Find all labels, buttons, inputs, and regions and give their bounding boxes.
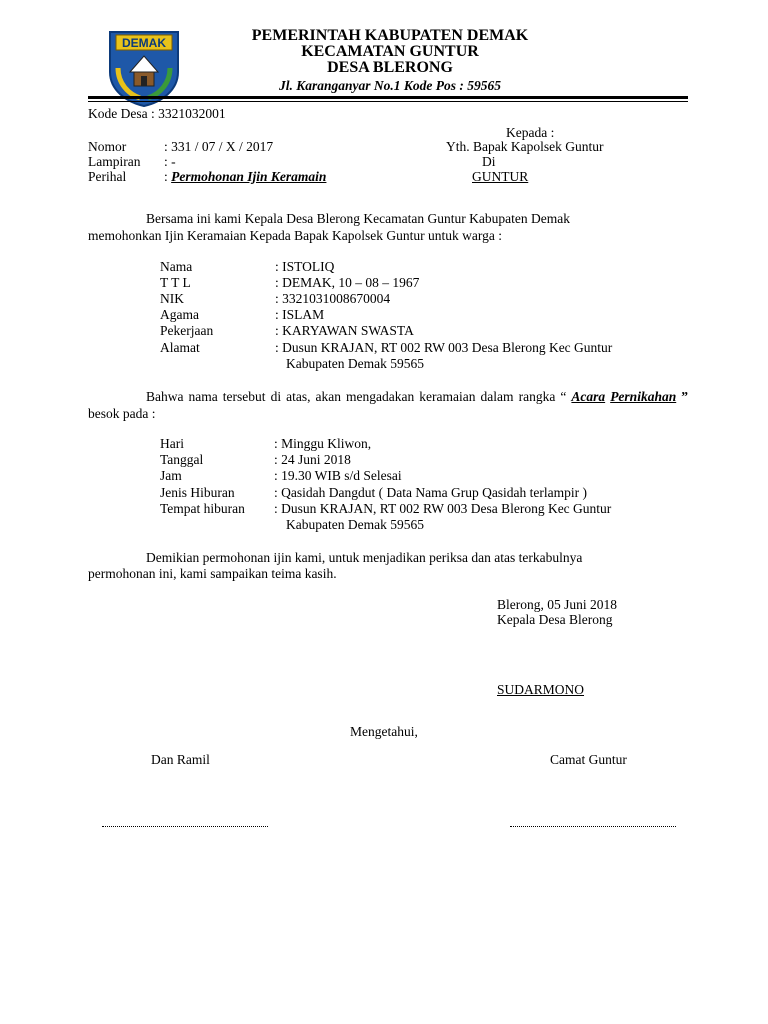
closing-line-1-block [88, 549, 688, 566]
sign-title: Kepala Desa Blerong [497, 612, 613, 627]
letterhead-rule-thick [88, 96, 688, 99]
person-label-nik: NIK [160, 291, 184, 306]
person-value-nik: : 3321031008670004 [275, 291, 391, 306]
event-acara: Acara [571, 389, 606, 404]
event-label-jam: Jam [160, 468, 182, 483]
event-value-tanggal: : 24 Juni 2018 [274, 452, 351, 467]
person-label-agama: Agama [160, 307, 199, 322]
event-label-tempat: Tempat hiburan [160, 501, 245, 516]
nomor-label: Nomor [88, 139, 127, 154]
recipient-place: GUNTUR [472, 169, 529, 184]
gov-title: PEMERINTAH KABUPATEN DEMAK [251, 27, 529, 44]
lampiran-value: : - [164, 154, 176, 169]
intro-line-1: Bersama ini kami Kepala Desa Blerong Kecamatan Guntur Kabupaten Demak [146, 211, 570, 226]
person-label-pekerjaan: Pekerjaan [160, 323, 214, 338]
signature-line-right [510, 826, 676, 827]
person-value-pekerjaan: : KARYAWAN SWASTA [275, 323, 414, 338]
closing-line-1: Demikian permohonan ijin kami, untuk menjadikan periksa dan atas terkabulnya [146, 550, 583, 565]
person-value-ttl: : DEMAK, 10 – 08 – 1967 [275, 275, 420, 290]
village-title: DESA BLERONG [327, 59, 453, 76]
person-value-alamat: : Dusun KRAJAN, RT 002 RW 003 Desa Blerong Kec Guntur [275, 340, 613, 355]
signature-line-left [102, 826, 268, 827]
logo-text: DEMAK [122, 36, 166, 50]
sign-name: SUDARMONO [497, 682, 585, 697]
event-address-cont: Kabupaten Demak 59565 [286, 517, 424, 532]
event-label-jenis: Jenis Hiburan [160, 485, 235, 500]
event-value-hari: : Minggu Kliwon, [274, 436, 372, 451]
intro-line-2: memohonkan Ijin Keramaian Kepada Bapak Kapolsek Guntur untuk warga : [88, 228, 503, 243]
recipient-di: Di [482, 154, 496, 169]
letterhead-rule-thin [88, 101, 688, 102]
event-intro-text2: besok pada : [88, 406, 156, 421]
person-label-alamat: Alamat [160, 340, 200, 355]
perihal-row [164, 169, 326, 185]
village-code: Kode Desa : 3321032001 [88, 106, 226, 121]
ack-left-title: Dan Ramil [151, 752, 210, 767]
district-title: KECAMATAN GUNTUR [301, 43, 479, 60]
person-label-nama: Nama [160, 259, 193, 274]
lampiran-label: Lampiran [88, 154, 141, 169]
person-address-cont: Kabupaten Demak 59565 [286, 356, 424, 371]
closing-line-2: permohonan ini, kami sampaikan teima kasih. [88, 566, 337, 581]
person-value-nama: : ISTOLIQ [275, 259, 335, 274]
village-address: Jl. Karanganyar No.1 Kode Pos : 59565 [278, 78, 501, 93]
event-value-jam: : 19.30 WIB s/d Selesai [274, 468, 402, 483]
mengetahui-label: Mengetahui, [350, 724, 418, 739]
perihal-colon: : [164, 169, 172, 184]
recipient-kepada: Kepada : [506, 125, 555, 140]
perihal-label: Perihal [88, 169, 127, 184]
event-value-jenis: : Qasidah Dangdut ( Data Nama Grup Qasidah terlampir ) [274, 485, 588, 500]
ack-right-title: Camat Guntur [550, 752, 627, 767]
recipient-name: Yth. Bapak Kapolsek Guntur [446, 139, 604, 154]
event-pernikahan: Pernikahan [610, 389, 677, 404]
event-label-tanggal: Tanggal [160, 452, 204, 467]
event-label-hari: Hari [160, 436, 184, 451]
nomor-value: : 331 / 07 / X / 2017 [164, 139, 274, 154]
sign-place-date: Blerong, 05 Juni 2018 [497, 597, 617, 612]
perihal-value: Permohonan Ijin Keramain [171, 169, 327, 184]
event-intro-text1: Bahwa nama tersebut di atas, akan mengadakan keramaian dalam rangka “ [146, 389, 572, 404]
event-quote-close: ” [676, 389, 689, 404]
person-label-ttl: T T L [160, 275, 191, 290]
person-value-agama: : ISLAM [275, 307, 325, 322]
event-value-tempat: : Dusun KRAJAN, RT 002 RW 003 Desa Blerong Kec Guntur [274, 501, 612, 516]
event-intro [88, 388, 688, 422]
